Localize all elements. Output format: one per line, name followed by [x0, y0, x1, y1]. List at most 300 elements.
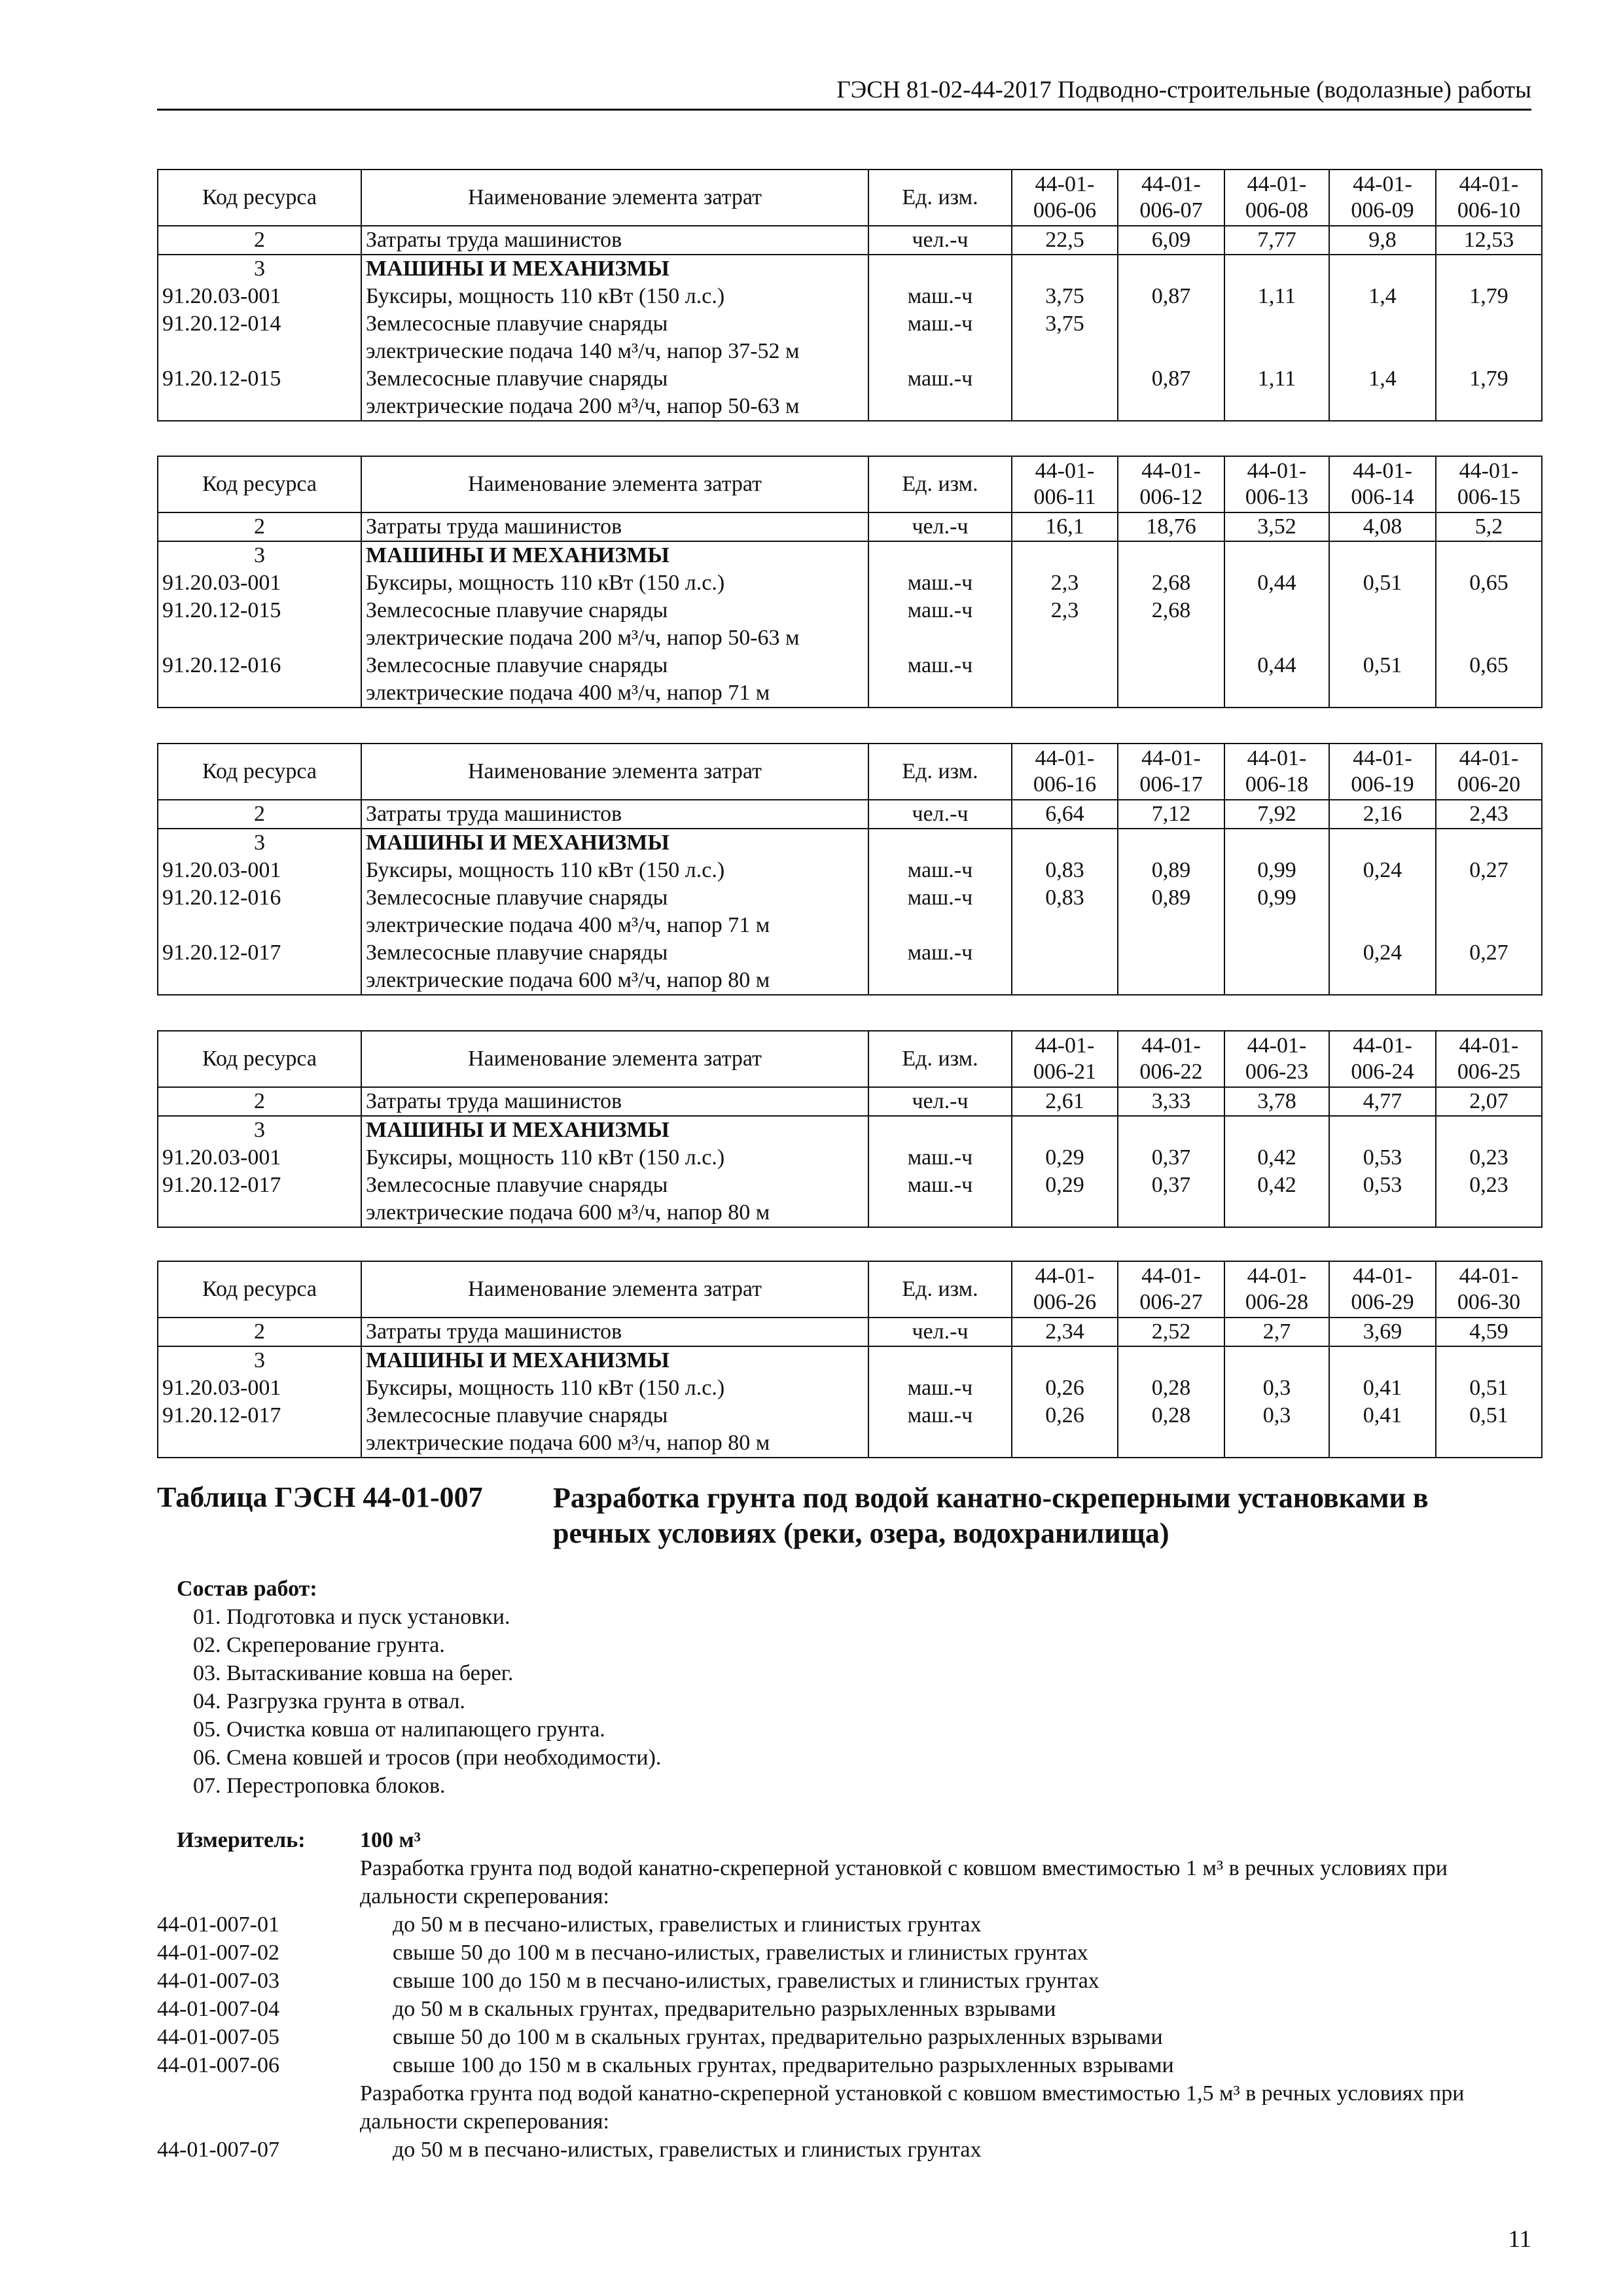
resource-row [158, 1172, 1542, 1227]
resource-row [158, 569, 1542, 597]
labor-value: 2,07 [1436, 1087, 1542, 1116]
header-code: Код ресурса [158, 744, 361, 800]
labor-value: 7,92 [1224, 800, 1329, 829]
resource-value: 0,37 [1118, 1144, 1224, 1172]
header-code: Код ресурса [158, 1031, 361, 1087]
resource-value [1224, 310, 1329, 365]
resource-name-line: Землесосные плавучие снаряды [366, 598, 668, 622]
labor-unit: чел.-ч [868, 1087, 1012, 1116]
labor-value: 6,64 [1012, 800, 1118, 829]
resource-value: 0,53 [1329, 1172, 1436, 1227]
resource-code: 91.20.12-016 [158, 884, 361, 939]
labor-value: 3,69 [1329, 1318, 1436, 1346]
resource-name [361, 283, 868, 310]
resource-value: 0,27 [1436, 939, 1542, 995]
resource-name [361, 569, 868, 597]
resource-value: 2,3 [1012, 597, 1118, 652]
resource-table [157, 1030, 1543, 1228]
machines-heading-row [158, 541, 1542, 569]
resource-value: 0,51 [1436, 1402, 1542, 1458]
header-norm: 44-01-006-23 [1224, 1031, 1329, 1087]
header-norm: 44-01-006-20 [1436, 744, 1542, 800]
header-norm: 44-01-006-21 [1012, 1031, 1118, 1087]
table-header-row [158, 456, 1542, 512]
labor-unit: чел.-ч [868, 226, 1012, 255]
empty-cell [1224, 1116, 1329, 1144]
machines-code: 3 [158, 541, 361, 569]
resource-unit: маш.-ч [868, 597, 1012, 652]
resource-value: 1,11 [1224, 365, 1329, 421]
norm-text: до 50 м в песчано-илистых, гравелистых и глинистых грунтах [393, 1912, 982, 1937]
resource-value: 0,24 [1329, 939, 1436, 995]
empty-cell [1436, 255, 1542, 283]
measure-unit: 100 м³ [360, 1828, 421, 1852]
resource-row [158, 884, 1542, 939]
resource-name-line: электрические подача 600 м³/ч, напор 80 м [366, 1200, 770, 1225]
empty-cell [1012, 1346, 1118, 1374]
machines-heading-row [158, 255, 1542, 283]
resource-row [158, 1402, 1542, 1458]
norm-code: 44-01-007-06 [157, 2053, 279, 2077]
norm-text: до 50 м в песчано-илистых, гравелистых и глинистых грунтах [393, 2138, 982, 2162]
labor-row [158, 1087, 1542, 1116]
resource-name [361, 365, 868, 421]
empty-cell [1329, 1346, 1436, 1374]
machines-title: МАШИНЫ И МЕХАНИЗМЫ [361, 541, 868, 569]
resource-code: 91.20.12-016 [158, 652, 361, 708]
resource-value: 2,68 [1118, 597, 1224, 652]
resource-unit: маш.-ч [868, 1144, 1012, 1172]
resource-value: 0,23 [1436, 1172, 1542, 1227]
labor-value: 18,76 [1118, 512, 1224, 541]
labor-value: 2,16 [1329, 800, 1436, 829]
labor-row [158, 1318, 1542, 1346]
header-norm: 44-01-006-27 [1118, 1261, 1224, 1318]
resource-name [361, 1144, 868, 1172]
composition-heading: Состав работ: [177, 1577, 317, 1601]
labor-value: 4,59 [1436, 1318, 1542, 1346]
resource-name-line: Землесосные плавучие снаряды [366, 886, 668, 910]
resource-row [158, 857, 1542, 884]
resource-value: 0,99 [1224, 884, 1329, 939]
header-norm: 44-01-006-19 [1329, 744, 1436, 800]
resource-row [158, 283, 1542, 310]
resource-row [158, 652, 1542, 708]
header-norm: 44-01-006-22 [1118, 1031, 1224, 1087]
composition-item: 02. Скреперование грунта. [193, 1633, 445, 1657]
resource-code: 91.20.12-017 [158, 1402, 361, 1458]
resource-unit: маш.-ч [868, 1172, 1012, 1227]
machines-heading-row [158, 829, 1542, 857]
measure-label: Измеритель: [177, 1828, 306, 1852]
resource-unit: маш.-ч [868, 1374, 1012, 1402]
header-name: Наименование элемента затрат [361, 456, 868, 512]
measure-block [157, 1826, 1531, 2164]
resource-row [158, 597, 1542, 652]
empty-cell [1329, 255, 1436, 283]
header-unit: Ед. изм. [868, 456, 1012, 512]
resource-value: 0,83 [1012, 857, 1118, 884]
resource-value: 0,28 [1118, 1402, 1224, 1458]
labor-row [158, 800, 1542, 829]
resource-value: 0,87 [1118, 283, 1224, 310]
resource-name-line: Землесосные плавучие снаряды [366, 312, 668, 336]
resource-name-line: Землесосные плавучие снаряды [366, 941, 668, 965]
resource-row [158, 365, 1542, 421]
header-unit: Ед. изм. [868, 1261, 1012, 1318]
machines-code: 3 [158, 829, 361, 857]
labor-value: 3,78 [1224, 1087, 1329, 1116]
section-name: Разработка грунта под водой канатно-скреперными установками в речных условиях (реки, озера, водохранилища) [553, 1482, 1429, 1549]
composition-item: 05. Очистка ковша от налипающего грунта. [193, 1717, 605, 1742]
resource-value [1012, 939, 1118, 995]
resource-name-line: Землесосные плавучие снаряды [366, 1403, 668, 1427]
resource-value [1118, 652, 1224, 708]
resource-row [158, 310, 1542, 365]
resource-value: 0,3 [1224, 1402, 1329, 1458]
resource-unit: маш.-ч [868, 310, 1012, 365]
resource-value: 0,44 [1224, 652, 1329, 708]
header-unit: Ед. изм. [868, 170, 1012, 226]
table-header-row [158, 170, 1542, 226]
resource-row [158, 939, 1542, 995]
resource-code: 91.20.12-017 [158, 1172, 361, 1227]
resource-unit: маш.-ч [868, 1402, 1012, 1458]
resource-unit: маш.-ч [868, 857, 1012, 884]
labor-value: 4,08 [1329, 512, 1436, 541]
norm-code: 44-01-007-07 [157, 2138, 279, 2162]
empty-cell [1329, 541, 1436, 569]
empty-cell [1012, 255, 1118, 283]
resource-name-line: электрические подача 400 м³/ч, напор 71 м [366, 681, 770, 705]
header-norm: 44-01-006-12 [1118, 456, 1224, 512]
header-norm: 44-01-006-10 [1436, 170, 1542, 226]
labor-value: 2,52 [1118, 1318, 1224, 1346]
resource-value [1224, 597, 1329, 652]
machines-code: 3 [158, 1346, 361, 1374]
header-norm: 44-01-006-18 [1224, 744, 1329, 800]
header-norm: 44-01-006-14 [1329, 456, 1436, 512]
resource-name-line: электрические подача 600 м³/ч, напор 80 м [366, 968, 770, 992]
resource-value: 1,4 [1329, 283, 1436, 310]
resource-row [158, 1374, 1542, 1402]
norm-code: 44-01-007-03 [157, 1969, 279, 1993]
labor-name: Затраты труда машинистов [361, 1318, 868, 1346]
labor-name: Затраты труда машинистов [361, 1087, 868, 1116]
empty-cell [1329, 1116, 1436, 1144]
resource-value: 0,44 [1224, 569, 1329, 597]
resource-name-line: Буксиры, мощность 110 кВт (150 л.с.) [366, 858, 725, 882]
resource-value [1436, 597, 1542, 652]
labor-unit: чел.-ч [868, 1318, 1012, 1346]
labor-unit: чел.-ч [868, 512, 1012, 541]
labor-code: 2 [158, 512, 361, 541]
composition-item: 03. Вытаскивание ковша на берег. [193, 1661, 514, 1685]
header-norm: 44-01-006-15 [1436, 456, 1542, 512]
empty-cell [868, 829, 1012, 857]
resource-row [158, 1144, 1542, 1172]
norm-code: 44-01-007-02 [157, 1941, 279, 1965]
resource-name-line: электрические подача 200 м³/ч, напор 50-63 м [366, 626, 800, 650]
empty-cell [1436, 1346, 1542, 1374]
page-number: 11 [1508, 2226, 1531, 2253]
resource-value: 0,51 [1329, 652, 1436, 708]
labor-value: 16,1 [1012, 512, 1118, 541]
resource-value [1012, 652, 1118, 708]
machines-code: 3 [158, 1116, 361, 1144]
header-code: Код ресурса [158, 170, 361, 226]
resource-unit: маш.-ч [868, 365, 1012, 421]
empty-cell [1118, 1346, 1224, 1374]
resource-value: 0,29 [1012, 1172, 1118, 1227]
labor-value: 3,52 [1224, 512, 1329, 541]
labor-value: 6,09 [1118, 226, 1224, 255]
header-norm: 44-01-006-26 [1012, 1261, 1118, 1318]
resource-table [157, 169, 1543, 422]
labor-value: 4,77 [1329, 1087, 1436, 1116]
norm-text: свыше 50 до 100 м в скальных грунтах, предварительно разрыхленных взрывами [393, 2025, 1163, 2049]
labor-name: Затраты труда машинистов [361, 512, 868, 541]
header-norm: 44-01-006-09 [1329, 170, 1436, 226]
resource-unit: маш.-ч [868, 283, 1012, 310]
machines-title: МАШИНЫ И МЕХАНИЗМЫ [361, 1346, 868, 1374]
empty-cell [1224, 1346, 1329, 1374]
resource-name [361, 1402, 868, 1458]
empty-cell [1329, 829, 1436, 857]
empty-cell [1118, 829, 1224, 857]
resource-name [361, 652, 868, 708]
empty-cell [1224, 541, 1329, 569]
header-name: Наименование элемента затрат [361, 1261, 868, 1318]
resource-value: 0,28 [1118, 1374, 1224, 1402]
empty-cell [1436, 1116, 1542, 1144]
resource-value: 2,3 [1012, 569, 1118, 597]
header-norm: 44-01-006-06 [1012, 170, 1118, 226]
resource-name-line: электрические подача 200 м³/ч, напор 50-63 м [366, 394, 800, 418]
measure-description: Разработка грунта под водой канатно-скреперной установкой с ковшом вместимостью 1,5 м³ в речных условиях при дальности скреперования: [360, 2081, 1465, 2134]
norm-code: 44-01-007-04 [157, 1997, 279, 2021]
resource-code: 91.20.03-001 [158, 857, 361, 884]
resource-value: 0,41 [1329, 1402, 1436, 1458]
empty-cell [1436, 541, 1542, 569]
labor-value: 2,7 [1224, 1318, 1329, 1346]
resource-value: 0,26 [1012, 1374, 1118, 1402]
labor-value: 7,77 [1224, 226, 1329, 255]
resource-code: 91.20.12-017 [158, 939, 361, 995]
norm-text: свыше 100 до 150 м в скальных грунтах, предварительно разрыхленных взрывами [393, 2053, 1174, 2077]
resource-value [1118, 939, 1224, 995]
labor-value: 9,8 [1329, 226, 1436, 255]
resource-value [1012, 365, 1118, 421]
resource-value [1329, 310, 1436, 365]
empty-cell [868, 1346, 1012, 1374]
header-norm: 44-01-006-16 [1012, 744, 1118, 800]
header-norm: 44-01-006-11 [1012, 456, 1118, 512]
resource-table [157, 456, 1543, 708]
labor-value: 12,53 [1436, 226, 1542, 255]
resource-name [361, 939, 868, 995]
norm-text: до 50 м в скальных грунтах, предварительно разрыхленных взрывами [393, 1997, 1056, 2021]
section-code: Таблица ГЭСН 44-01-007 [157, 1481, 483, 1513]
resource-value [1118, 310, 1224, 365]
empty-cell [1118, 1116, 1224, 1144]
resource-value: 0,37 [1118, 1172, 1224, 1227]
composition-item: 04. Разгрузка грунта в отвал. [193, 1689, 465, 1713]
resource-name-line: Буксиры, мощность 110 кВт (150 л.с.) [366, 284, 725, 308]
resource-value: 0,89 [1118, 857, 1224, 884]
header-norm: 44-01-006-13 [1224, 456, 1329, 512]
labor-row [158, 512, 1542, 541]
machines-heading-row [158, 1116, 1542, 1144]
empty-cell [1012, 829, 1118, 857]
resource-code: 91.20.12-014 [158, 310, 361, 365]
resource-value: 0,51 [1436, 1374, 1542, 1402]
resource-value: 0,51 [1329, 569, 1436, 597]
resource-value: 0,42 [1224, 1144, 1329, 1172]
resource-value: 0,24 [1329, 857, 1436, 884]
empty-cell [868, 1116, 1012, 1144]
resource-value [1329, 597, 1436, 652]
resource-name [361, 1374, 868, 1402]
resource-unit: маш.-ч [868, 939, 1012, 995]
empty-cell [1436, 829, 1542, 857]
labor-value: 2,43 [1436, 800, 1542, 829]
labor-code: 2 [158, 1318, 361, 1346]
header-name: Наименование элемента затрат [361, 1031, 868, 1087]
labor-value: 3,33 [1118, 1087, 1224, 1116]
norm-code: 44-01-007-05 [157, 2025, 279, 2049]
resource-name [361, 1172, 868, 1227]
resource-name-line: электрические подача 140 м³/ч, напор 37-52 м [366, 339, 800, 363]
resource-code: 91.20.12-015 [158, 365, 361, 421]
empty-cell [868, 255, 1012, 283]
resource-value: 0,83 [1012, 884, 1118, 939]
empty-cell [1118, 541, 1224, 569]
resource-value: 0,3 [1224, 1374, 1329, 1402]
labor-code: 2 [158, 1087, 361, 1116]
labor-value: 2,34 [1012, 1318, 1118, 1346]
header-code: Код ресурса [158, 456, 361, 512]
resource-value [1436, 884, 1542, 939]
empty-cell [1224, 829, 1329, 857]
resource-code: 91.20.12-015 [158, 597, 361, 652]
composition-item: 01. Подготовка и пуск установки. [193, 1605, 510, 1629]
machines-heading-row [158, 1346, 1542, 1374]
labor-value: 22,5 [1012, 226, 1118, 255]
resource-value: 0,53 [1329, 1144, 1436, 1172]
empty-cell [1012, 1116, 1118, 1144]
header-name: Наименование элемента затрат [361, 170, 868, 226]
resource-table [157, 1261, 1543, 1458]
empty-cell [868, 541, 1012, 569]
resource-value: 0,29 [1012, 1144, 1118, 1172]
resource-value: 1,79 [1436, 365, 1542, 421]
resource-name-line: электрические подача 600 м³/ч, напор 80 м [366, 1431, 770, 1455]
resource-value: 0,99 [1224, 857, 1329, 884]
machines-title: МАШИНЫ И МЕХАНИЗМЫ [361, 1116, 868, 1144]
resource-value: 0,87 [1118, 365, 1224, 421]
resource-unit: маш.-ч [868, 884, 1012, 939]
resource-value [1329, 884, 1436, 939]
resource-code: 91.20.03-001 [158, 569, 361, 597]
resource-unit: маш.-ч [868, 652, 1012, 708]
labor-row [158, 226, 1542, 255]
header-norm: 44-01-006-25 [1436, 1031, 1542, 1087]
resource-table [157, 743, 1543, 996]
resource-value: 0,89 [1118, 884, 1224, 939]
table-header-row [158, 1031, 1542, 1087]
header-norm: 44-01-006-29 [1329, 1261, 1436, 1318]
work-composition [177, 1575, 661, 1800]
labor-code: 2 [158, 226, 361, 255]
norm-text: свыше 50 до 100 м в песчано-илистых, гравелистых и глинистых грунтах [393, 1941, 1088, 1965]
running-header [157, 72, 1531, 111]
resource-name [361, 884, 868, 939]
resource-value: 0,41 [1329, 1374, 1436, 1402]
resource-code: 91.20.03-001 [158, 1374, 361, 1402]
resource-name [361, 597, 868, 652]
header-norm: 44-01-006-30 [1436, 1261, 1542, 1318]
machines-code: 3 [158, 255, 361, 283]
resource-value: 1,4 [1329, 365, 1436, 421]
resource-name-line: Землесосные плавучие снаряды [366, 653, 668, 677]
resource-value: 0,65 [1436, 569, 1542, 597]
resource-name-line: Буксиры, мощность 110 кВт (150 л.с.) [366, 1145, 725, 1170]
resource-value: 2,68 [1118, 569, 1224, 597]
empty-cell [1224, 255, 1329, 283]
header-norm: 44-01-006-08 [1224, 170, 1329, 226]
header-norm: 44-01-006-28 [1224, 1261, 1329, 1318]
empty-cell [1118, 255, 1224, 283]
table-header-row [158, 1261, 1542, 1318]
resource-name-line: электрические подача 400 м³/ч, напор 71 м [366, 913, 770, 937]
resource-value: 0,26 [1012, 1402, 1118, 1458]
empty-cell [1012, 541, 1118, 569]
header-norm: 44-01-006-17 [1118, 744, 1224, 800]
table-header-row [158, 744, 1542, 800]
running-header-text: ГЭСН 81-02-44-2017 Подводно-строительные (водолазные) работы [836, 77, 1531, 103]
resource-value: 0,42 [1224, 1172, 1329, 1227]
resource-value: 3,75 [1012, 310, 1118, 365]
resource-name [361, 857, 868, 884]
norm-code: 44-01-007-01 [157, 1912, 279, 1937]
labor-code: 2 [158, 800, 361, 829]
header-norm: 44-01-006-24 [1329, 1031, 1436, 1087]
labor-unit: чел.-ч [868, 800, 1012, 829]
header-name: Наименование элемента затрат [361, 744, 868, 800]
resource-unit: маш.-ч [868, 569, 1012, 597]
composition-item: 07. Перестроповка блоков. [193, 1774, 446, 1798]
machines-title: МАШИНЫ И МЕХАНИЗМЫ [361, 829, 868, 857]
header-unit: Ед. изм. [868, 1031, 1012, 1087]
measure-description: Разработка грунта под водой канатно-скреперной установкой с ковшом вместимостью 1 м³ в речных условиях при дальности скреперования: [360, 1856, 1448, 1909]
resource-code: 91.20.03-001 [158, 1144, 361, 1172]
header-code: Код ресурса [158, 1261, 361, 1318]
resource-value: 3,75 [1012, 283, 1118, 310]
resource-name-line: Буксиры, мощность 110 кВт (150 л.с.) [366, 1376, 725, 1400]
machines-title: МАШИНЫ И МЕХАНИЗМЫ [361, 255, 868, 283]
resource-value: 0,23 [1436, 1144, 1542, 1172]
labor-name: Затраты труда машинистов [361, 226, 868, 255]
resource-value: 0,27 [1436, 857, 1542, 884]
resource-name [361, 310, 868, 365]
resource-value [1436, 310, 1542, 365]
resource-name-line: Землесосные плавучие снаряды [366, 1173, 668, 1197]
labor-value: 7,12 [1118, 800, 1224, 829]
labor-value: 5,2 [1436, 512, 1542, 541]
resource-name-line: Буксиры, мощность 110 кВт (150 л.с.) [366, 571, 725, 595]
labor-value: 2,61 [1012, 1087, 1118, 1116]
